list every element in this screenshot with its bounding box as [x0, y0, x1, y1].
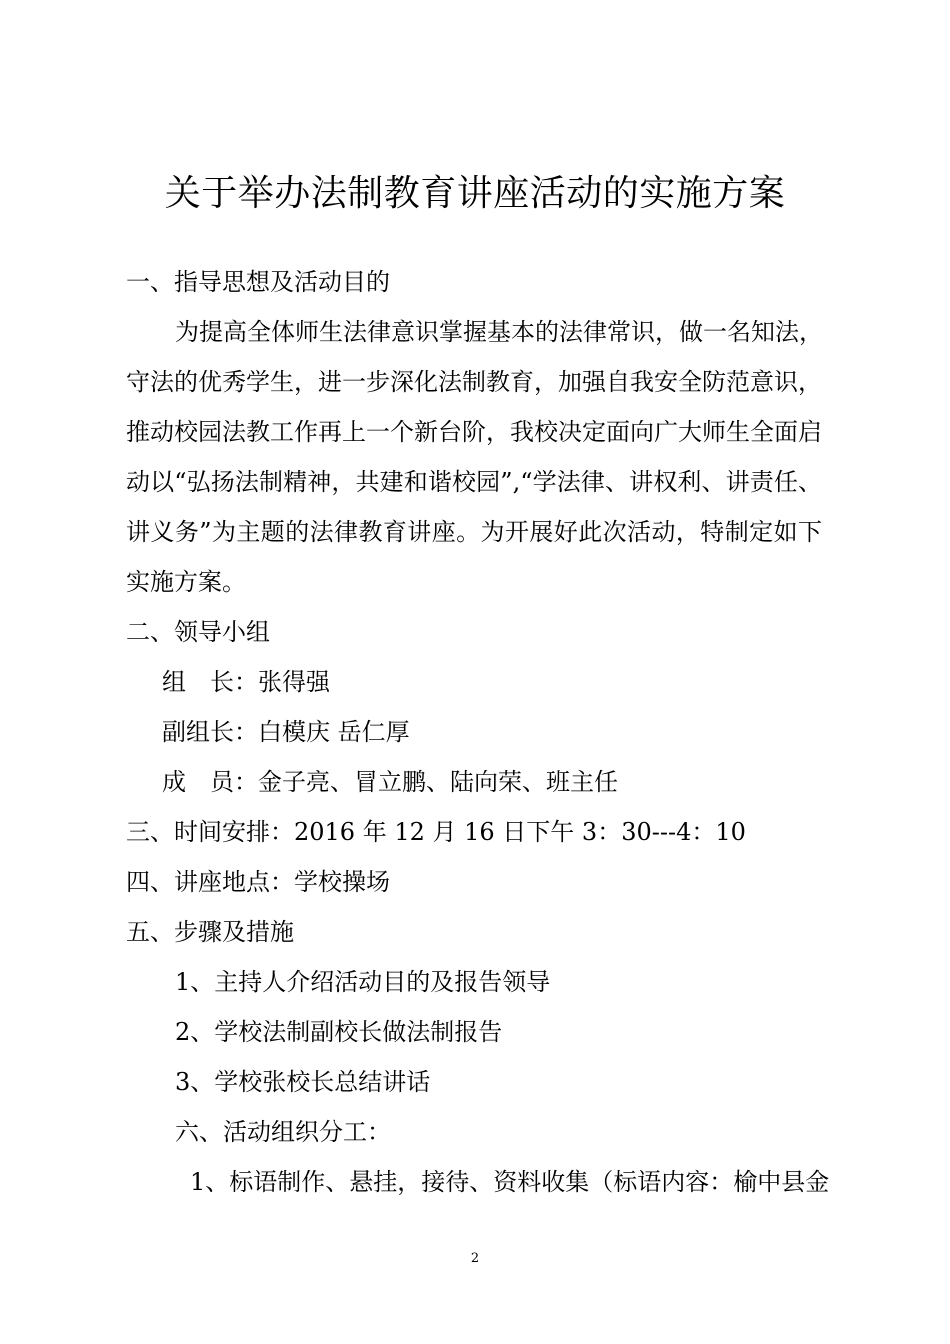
- leader-group-deputies: 副组长：白模庆 岳仁厚: [162, 718, 410, 746]
- section-location: 四、讲座地点：学校操场: [126, 868, 390, 896]
- section-heading-division: 六、活动组织分工：: [175, 1118, 391, 1146]
- leader-group-members: 成 员：金子亮、冒立鹏、陆向荣、班主任: [162, 768, 618, 796]
- leader-group-head: 组 长：张得强: [162, 668, 330, 696]
- step-item-1: 1、主持人介绍活动目的及报告领导: [175, 968, 551, 996]
- section-heading-leadership: 二、领导小组: [126, 618, 270, 646]
- step-item-2: 2、学校法制副校长做法制报告: [175, 1018, 503, 1046]
- division-item-1: 1、标语制作、悬挂，接待、资料收集（标语内容：榆中县金: [190, 1168, 830, 1196]
- section-heading-steps: 五、步骤及措施: [126, 918, 294, 946]
- section-time-arrangement: 三、时间安排：2016 年 12 月 16 日下午 3：30---4：10: [126, 818, 746, 846]
- paragraph-line-2: 守法的优秀学生，进一步深化法制教育，加强自我安全防范意识，: [126, 368, 822, 396]
- paragraph-line-5: 讲义务”为主题的法律教育讲座。为开展好此次活动，特制定如下: [126, 518, 822, 546]
- page-title: 关于举办法制教育讲座活动的实施方案: [164, 173, 786, 214]
- paragraph-line-6: 实施方案。: [126, 568, 246, 596]
- step-item-3: 3、学校张校长总结讲话: [175, 1068, 431, 1096]
- section-heading-guiding: 一、指导思想及活动目的: [126, 268, 390, 296]
- paragraph-line-3: 推动校园法教工作再上一个新台阶，我校决定面向广大师生全面启: [126, 418, 822, 446]
- page-number: 2: [470, 1251, 480, 1266]
- paragraph-line-1: 为提高全体师生法律意识掌握基本的法律常识，做一名知法，: [175, 318, 823, 346]
- paragraph-line-4: 动以“弘扬法制精神，共建和谐校园”,“学法律、讲权利、讲责任、: [126, 468, 822, 496]
